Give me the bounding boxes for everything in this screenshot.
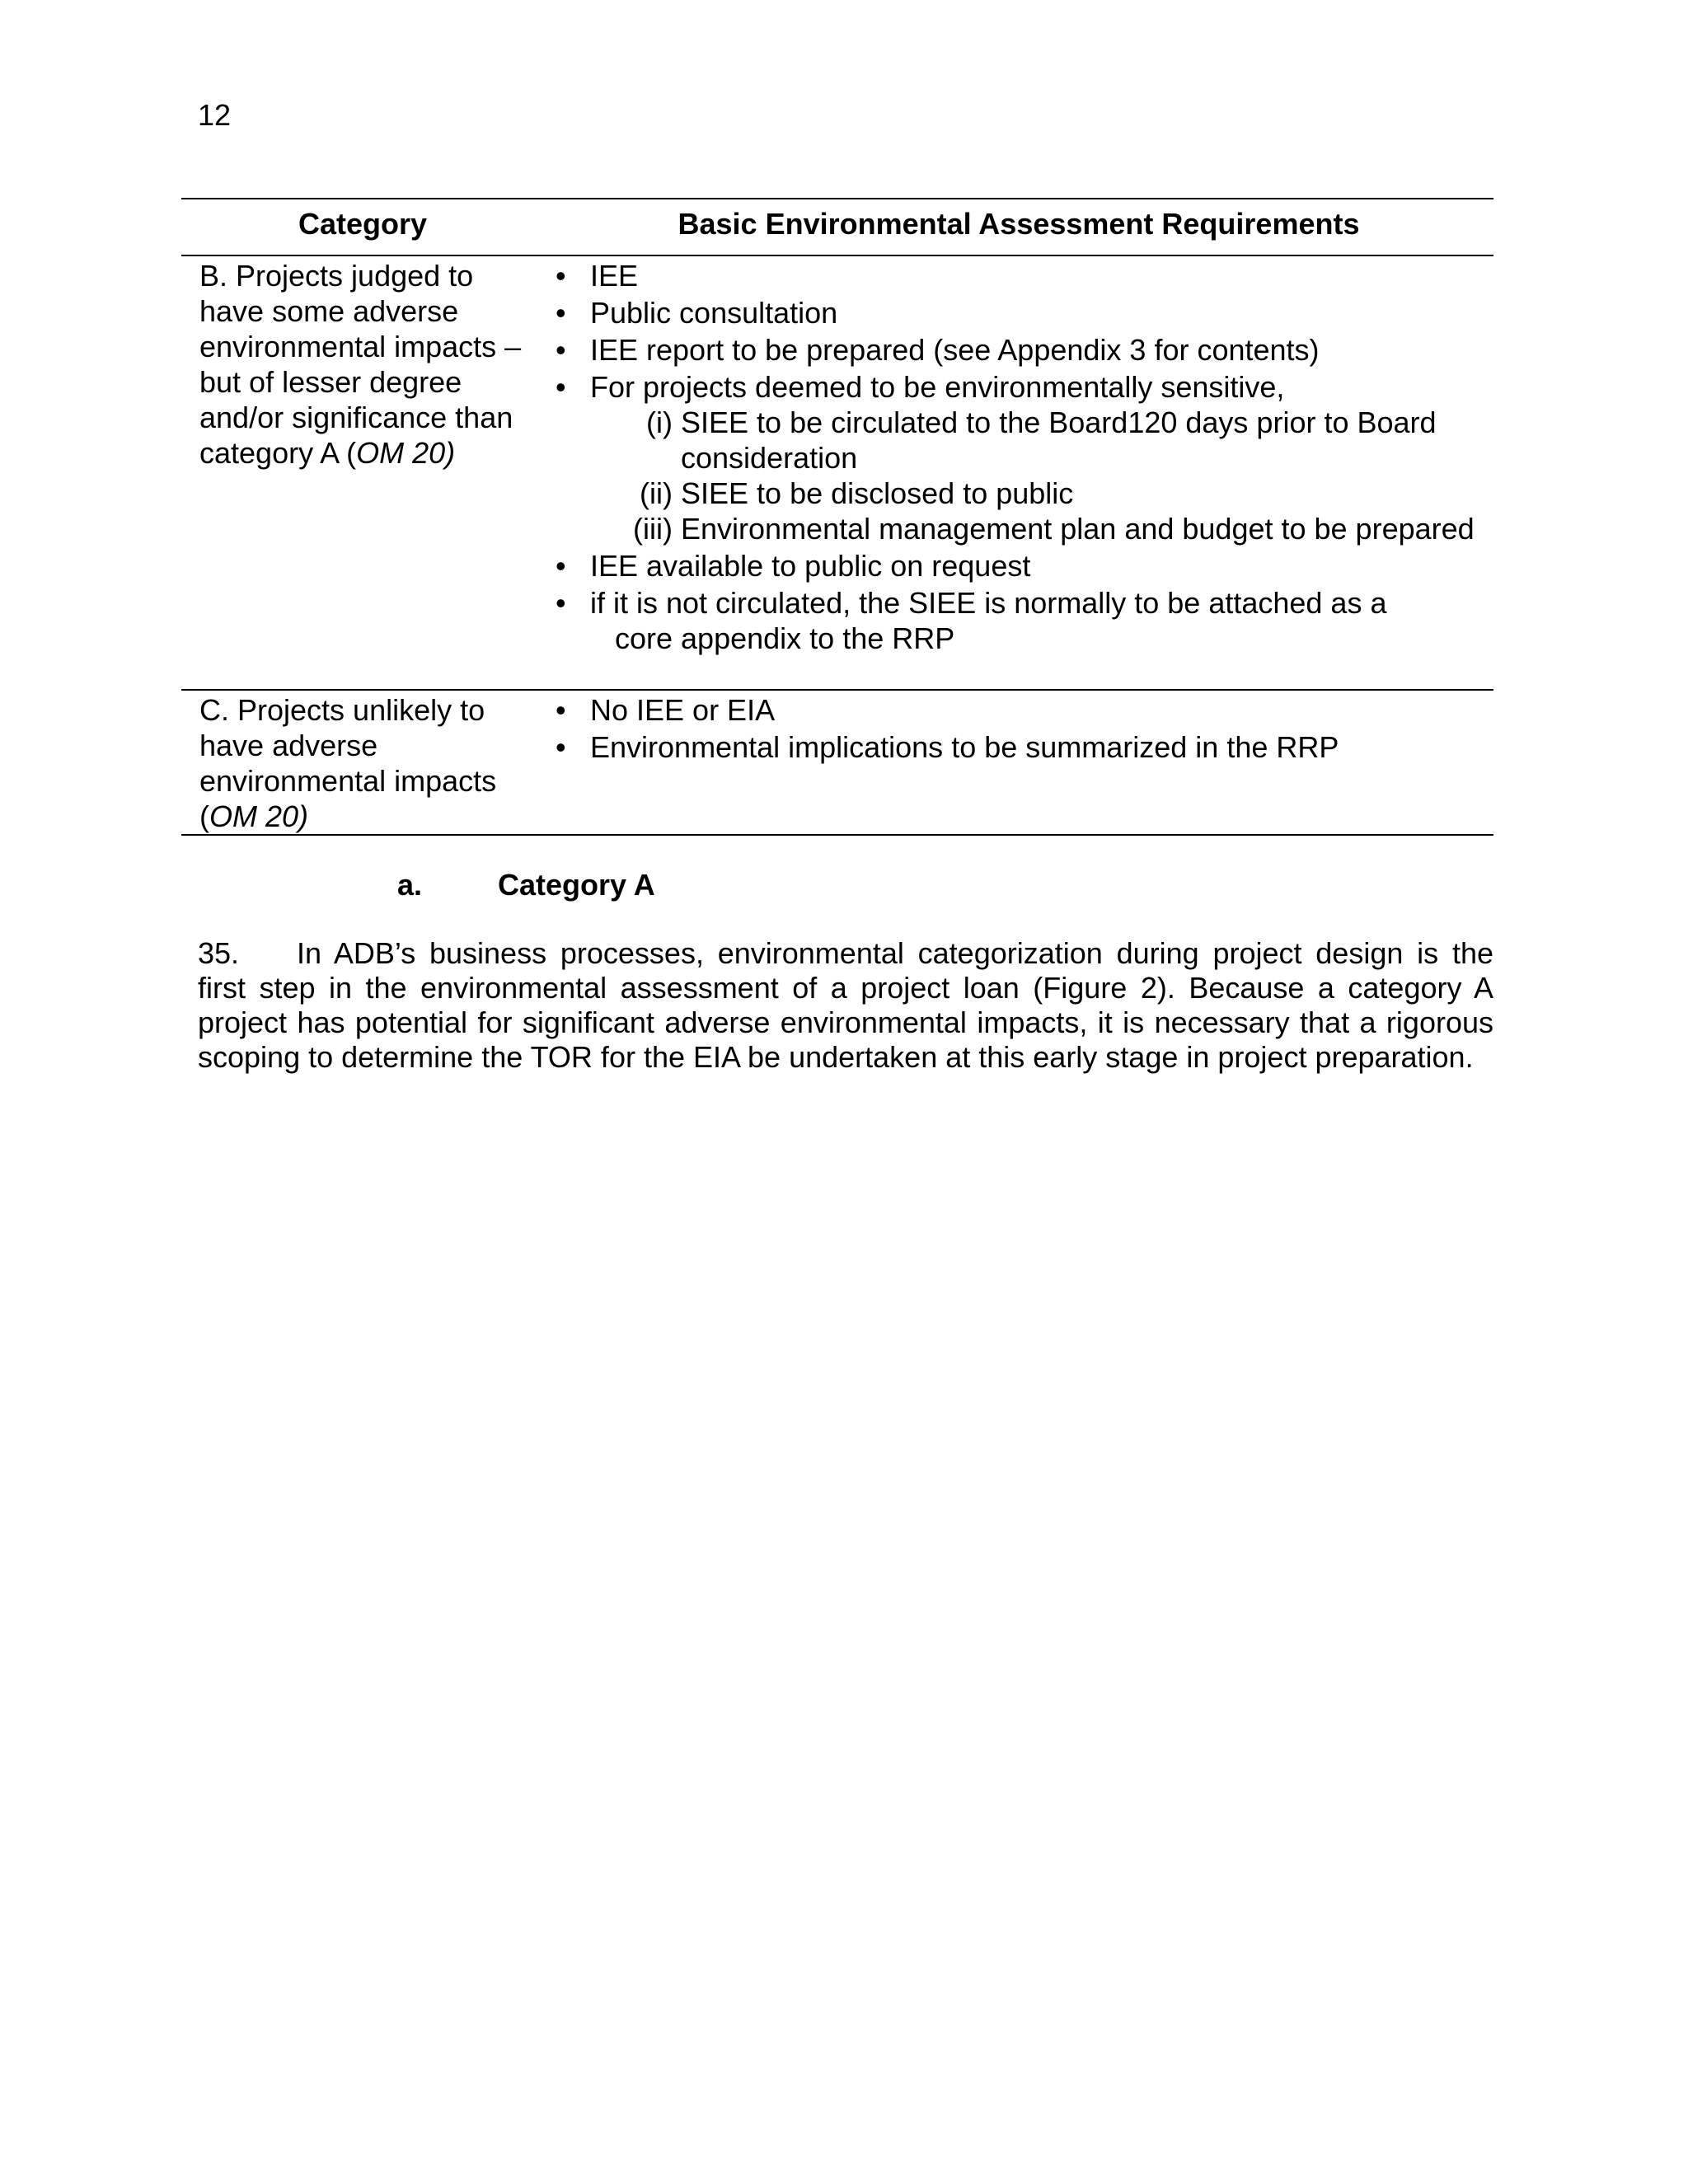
requirements-cell	[544, 690, 1493, 835]
requirements-list	[549, 692, 1493, 765]
category-text: C. Projects unlikely to have adverse environmental impacts (	[199, 693, 497, 833]
table-row	[181, 255, 1493, 690]
table-row	[181, 690, 1493, 835]
category-cell	[181, 690, 544, 835]
header-category: Category	[181, 199, 544, 255]
sub-list-item	[590, 405, 1493, 476]
list-item: • Environmental implications to be summarized in the RRP	[549, 729, 1493, 765]
requirements-list	[549, 258, 1493, 656]
list-item: • IEE	[549, 258, 1493, 293]
category-cell	[181, 255, 544, 690]
sub-list-item	[590, 476, 1493, 511]
category-ref: OM 20)	[356, 436, 456, 470]
table-header-row	[181, 199, 1493, 255]
section-subheading	[397, 867, 655, 903]
list-item: • Public consultation	[549, 295, 1493, 330]
category-description	[199, 692, 544, 834]
list-item: • IEE report to be prepared (see Appendix 3 for contents)	[549, 332, 1493, 368]
list-item: • No IEE or EIA	[549, 692, 1493, 728]
page-number: 12	[198, 98, 232, 132]
subheading-label: a.	[397, 868, 423, 902]
category-description	[199, 258, 544, 471]
category-ref: OM 20)	[209, 799, 309, 833]
list-item: • IEE available to public on request	[549, 548, 1493, 583]
sub-list-text: Environmental management plan and budget to be prepared	[681, 512, 1475, 546]
list-item-text: if it is not circulated, the SIEE is normally to be attached as a	[590, 586, 1387, 620]
list-item-text: For projects deemed to be environmentally sensitive,	[590, 370, 1285, 404]
list-item	[549, 369, 1493, 546]
paragraph-text: In ADB’s business processes, environmental categorization during project design is the first step in the environmental assessment of a project loan (Figure 2). Because a category A project has potential for significant adverse environmental impacts, it is necessary that a rigorous scoping to determine the TOR for the EIA be undertaken at this early stage in project preparation.	[198, 936, 1493, 1074]
requirements-table	[181, 198, 1493, 836]
list-item-continuation: core appendix to the RRP	[615, 621, 955, 655]
list-item	[549, 585, 1493, 656]
sub-list-marker: (ii)	[640, 476, 673, 510]
category-text: B. Projects judged to have some adverse environmental impacts – but of lesser degree and/or significance than category A (	[199, 259, 522, 470]
paragraph-number: 35.	[198, 936, 240, 970]
sub-list-marker: (iii)	[633, 512, 673, 546]
requirements-cell	[544, 255, 1493, 690]
header-requirements: Basic Environmental Assessment Requirements	[544, 199, 1493, 255]
sub-list	[590, 405, 1493, 546]
subheading-title: Category A	[498, 868, 655, 902]
sub-list-text: SIEE to be disclosed to public	[681, 476, 1074, 510]
sub-list-marker: (i)	[646, 405, 673, 439]
body-paragraph	[198, 936, 1493, 1075]
sub-list-item	[590, 511, 1493, 546]
sub-list-text: SIEE to be circulated to the Board120 days prior to Board consideration	[681, 405, 1437, 475]
